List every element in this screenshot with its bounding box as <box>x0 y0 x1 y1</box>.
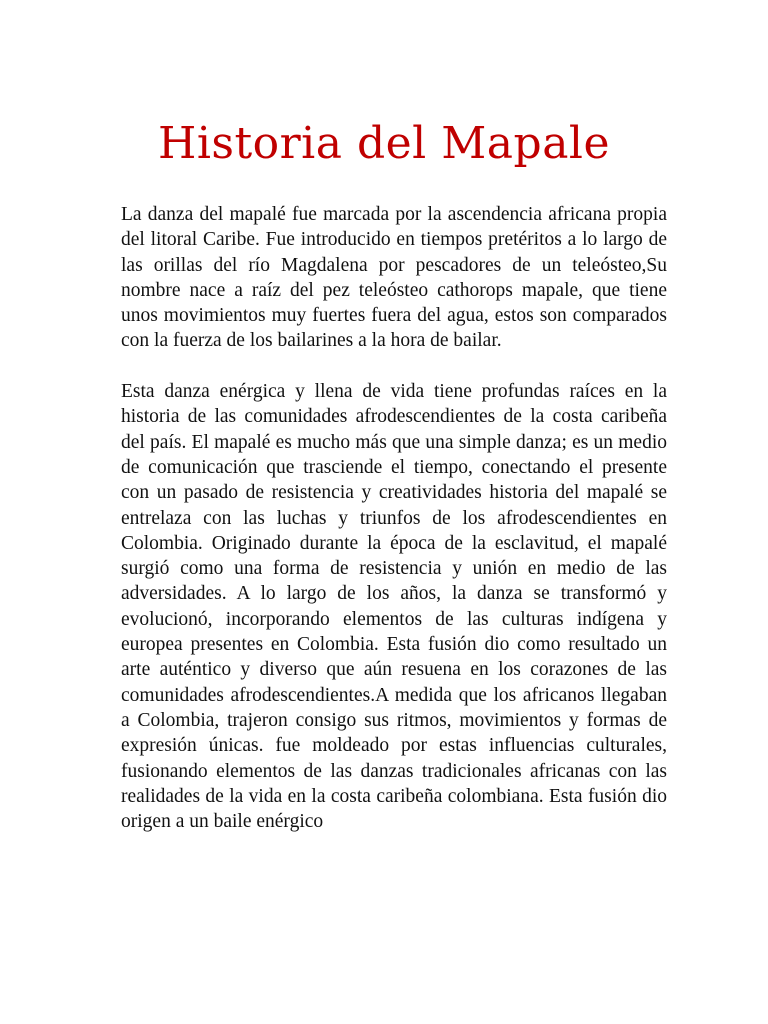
paragraph-1: La danza del mapalé fue marcada por la ascendencia africana propia del litoral Caribe. Fue introducido en tiempos pretéritos a lo largo de las orillas del río Magdalena por pescadores de un teleósteo,Su nombre nace a raíz del pez teleósteo cathorops mapale, que tiene unos movimientos muy fuertes fuera del agua, estos son comparados con la fuerza de los bailarines a la hora de bailar. <box>121 204 667 352</box>
paragraph-2: Esta danza enérgica y llena de vida tiene profundas raíces en la historia de las comunidades afrodescendientes de la costa caribeña del país. El mapalé es mucho más que una simple danza; es un medio de comunicación que trasciende el tiempo, conectando el presente con un pasado de resistencia y creatividades historia del mapalé se entrelaza con las luchas y triunfos de los afrodescendientes en Colombia. Originado durante la época de la esclavitud, el mapalé surgió como una forma de resistencia y unión en medio de las adversidades. A lo largo de los años, la danza se transformó y evolucionó, incorporando elementos de las culturas indígena y europea presentes en Colombia. Esta fusión dio como resultado un arte auténtico y diverso que aún resuena en los corazones de las comunidades afrodescendientes.A medida que los africanos llegaban a Colombia, trajeron consigo sus ritmos, movimientos y formas de expresión únicas. fue moldeado por estas influencias culturales, fusionando elementos de las danzas tradicionales africanas con las realidades de la vida en la costa caribeña colombiana. Esta fusión dio origen a un baile enérgico <box>121 381 667 833</box>
document-body <box>121 202 667 860</box>
page-title: Historia del Mapale <box>157 118 611 169</box>
